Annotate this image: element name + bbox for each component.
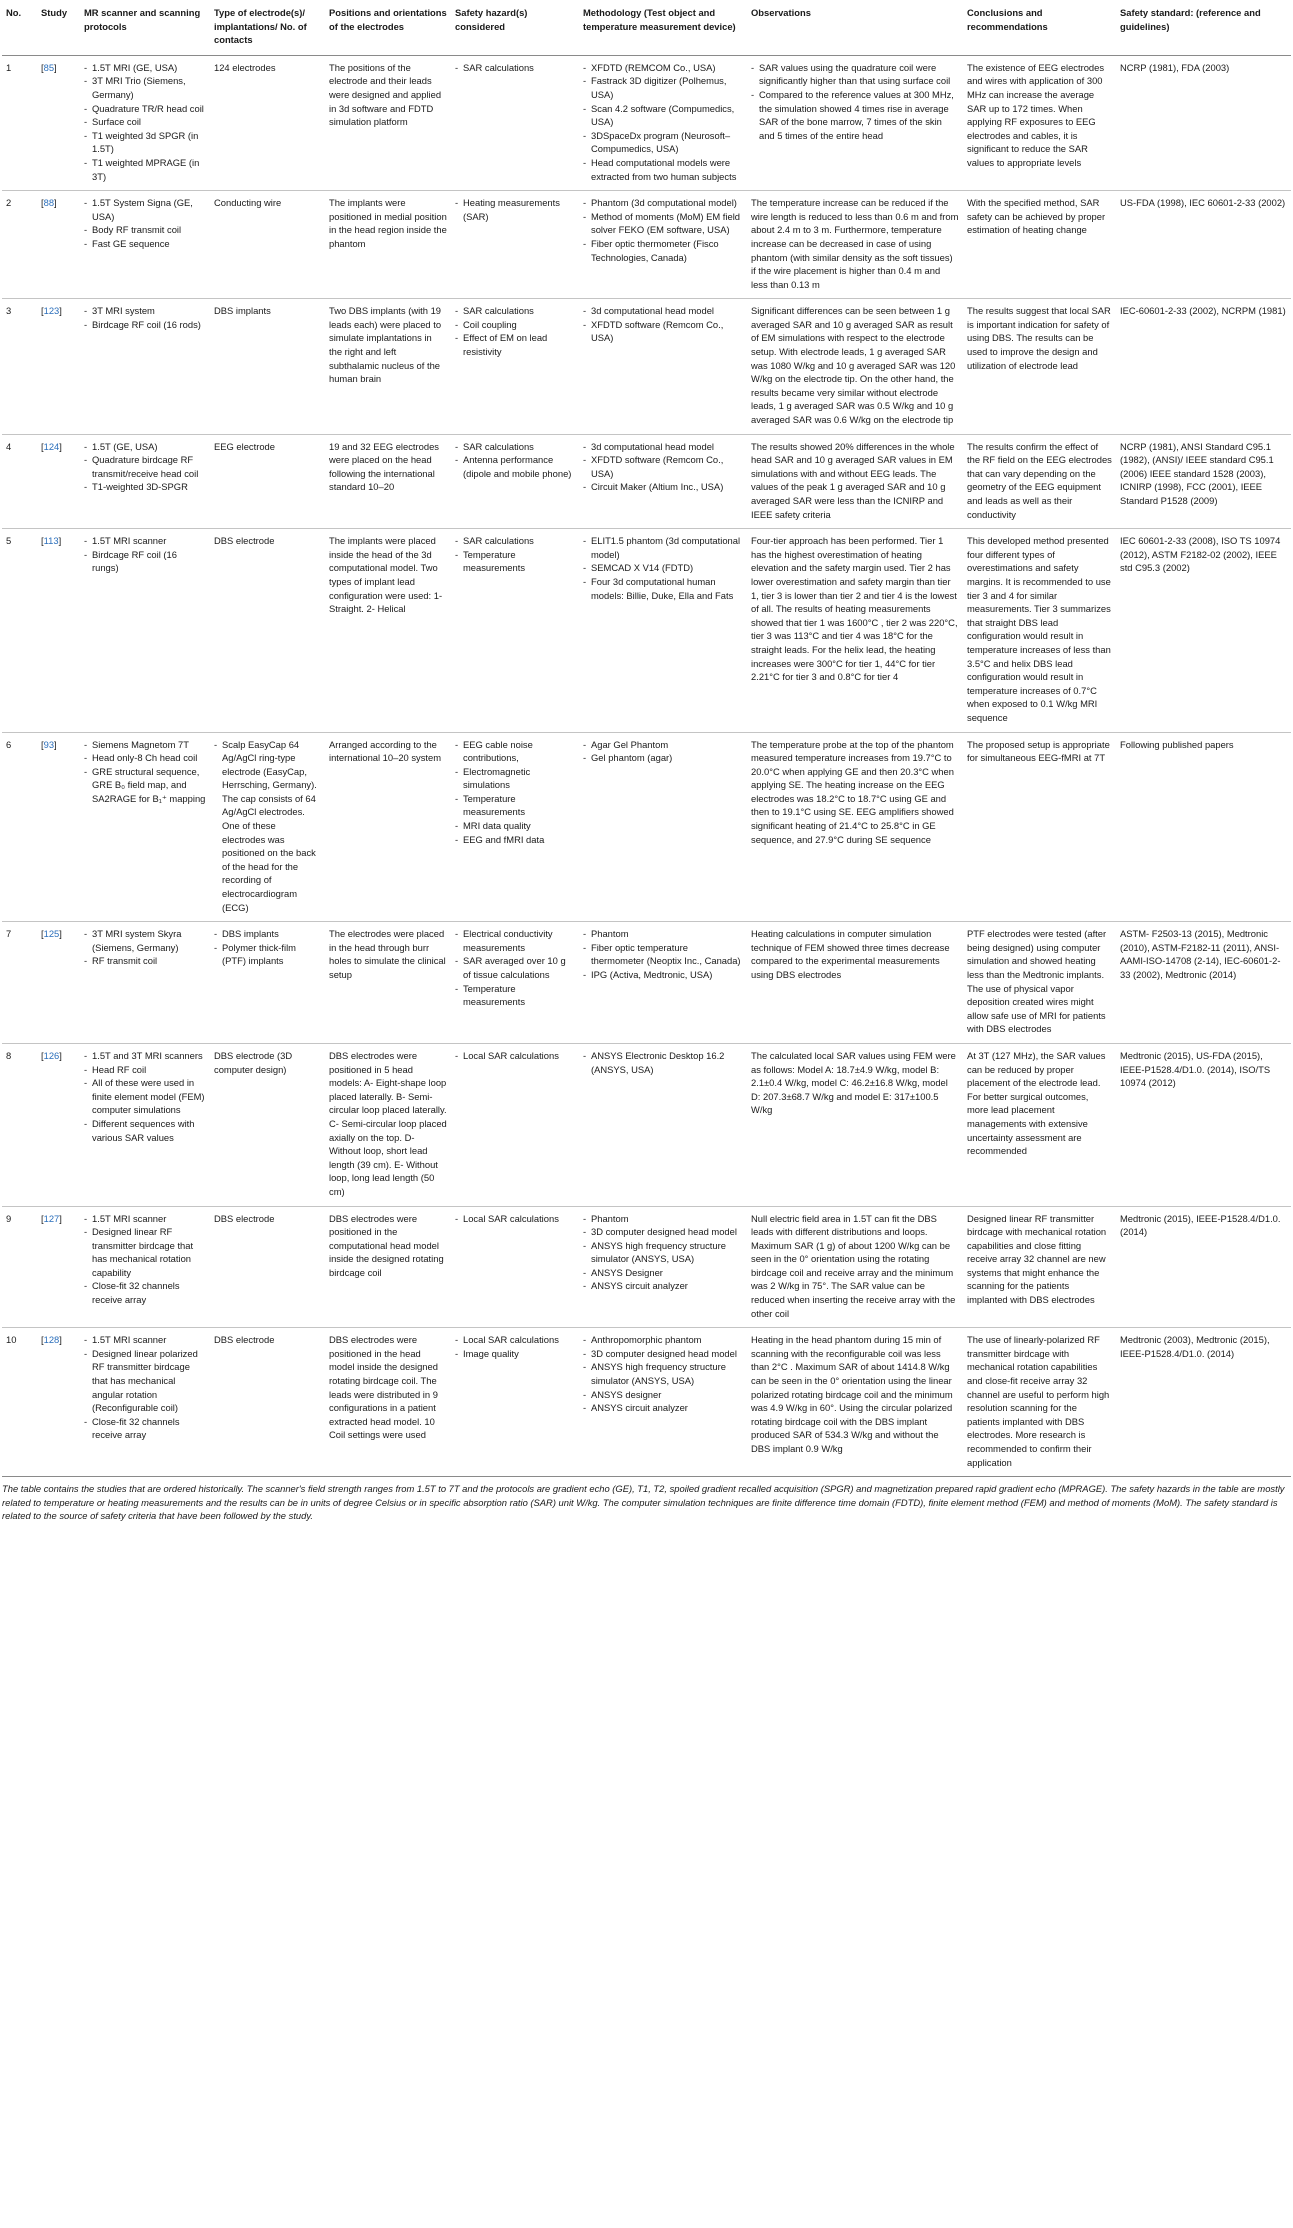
- list-item: - Phantom (3d computational model): [583, 196, 743, 210]
- positions-cell: Arranged according to the international 10–20 system: [325, 732, 451, 922]
- list-item: - Local SAR calculations: [455, 1049, 575, 1063]
- row-number: 7: [2, 922, 37, 1044]
- mr-scanner-cell: [80, 191, 210, 299]
- list-item: - Temperature measurements: [455, 548, 575, 575]
- methodology-cell-list: [583, 738, 743, 765]
- study-cell: [124]: [37, 434, 80, 529]
- methodology-cell: [579, 434, 747, 529]
- positions-cell: DBS electrodes were positioned in the head model inside the designed rotating birdcage coil. The leads were distributed in 9 configurations in a patient extracted head model. 10 Coil settings were used: [325, 1328, 451, 1477]
- hazards-cell: [451, 434, 579, 529]
- observations-cell: Heating calculations in computer simulation technique of FEM showed three times decrease compared to the experimental measurements using DBS electrodes: [747, 922, 963, 1044]
- mr-scanner-cell-list: [84, 1333, 206, 1442]
- list-item: - Designed linear RF transmitter birdcage that has mechanical rotation capability: [84, 1225, 206, 1279]
- header-standard: Safety standard: (reference and guidelines): [1116, 0, 1291, 55]
- header-positions: Positions and orientations of the electrodes: [325, 0, 451, 55]
- study-cell: [88]: [37, 191, 80, 299]
- list-item: - ANSYS designer: [583, 1388, 743, 1402]
- list-item: - Four 3d computational human models: Billie, Duke, Ella and Fats: [583, 575, 743, 602]
- study-cell: [85]: [37, 55, 80, 190]
- mr-scanner-cell: [80, 299, 210, 434]
- electrode-type-cell: DBS electrode (3D computer design): [210, 1043, 325, 1206]
- table-row: [2, 529, 1291, 732]
- mr-scanner-cell: [80, 732, 210, 922]
- row-number: 4: [2, 434, 37, 529]
- list-item: - SAR calculations: [455, 534, 575, 548]
- methodology-cell: [579, 732, 747, 922]
- row-number: 10: [2, 1328, 37, 1477]
- study-cell: [123]: [37, 299, 80, 434]
- study-cell: [126]: [37, 1043, 80, 1206]
- standard-cell: US-FDA (1998), IEC 60601-2-33 (2002): [1116, 191, 1291, 299]
- hazards-cell: [451, 1043, 579, 1206]
- list-item: - XFDTD software (Remcom Co., USA): [583, 453, 743, 480]
- mr-scanner-cell: [80, 1043, 210, 1206]
- observations-cell: Heating in the head phantom during 15 min of scanning with the reconfigurable coil was less than 2°C . Maximum SAR of about 1414.8 W/kg can be seen in the 0° orientation using the linear polarized rotating birdcage coil and the minimum was 4.9 W/kg in 60°. Using the circular polarized rotating birdcage coil with the DBS implant produced SAR of 534.3 W/kg and without the DBS implant 0.9 W/kg: [747, 1328, 963, 1477]
- conclusions-cell: At 3T (127 MHz), the SAR values can be reduced by proper placement of the electrode lead. For better surgical outcomes, more lead placement managements with extensive uncertainty assessment are recommended: [963, 1043, 1116, 1206]
- list-item: - Electrical conductivity measurements: [455, 927, 575, 954]
- mr-scanner-cell-list: [84, 196, 206, 250]
- list-item: - Siemens Magnetom 7T: [84, 738, 206, 752]
- hazards-cell-list: [455, 304, 575, 358]
- list-item: - Head RF coil: [84, 1063, 206, 1077]
- list-item: - ANSYS high frequency structure simulator (ANSYS, USA): [583, 1360, 743, 1387]
- list-item: - 1.5T MRI scanner: [84, 1333, 206, 1347]
- mr-scanner-cell: [80, 529, 210, 732]
- list-item: - Coil coupling: [455, 318, 575, 332]
- hazards-cell: [451, 529, 579, 732]
- study-reference-link[interactable]: 88: [43, 197, 55, 209]
- document: [2, 0, 1291, 1523]
- methodology-cell-list: [583, 534, 743, 602]
- table-footnote: The table contains the studies that are ordered historically. The scanner's field strength ranges from 1.5T to 7T and the protocols are gradient echo (GE), T1, T2, spoiled gradient recalled acquisition (SPGR) and magnetization prepared rapid gradient echo (MPRAGE). The safety hazards in the table are mostly related to temperature or heating measurements and the results can be in units of degree Celsius or in specific absorption ratio (SAR) unit W/kg. The computer simulation techniques are finite difference time domain (FDTD), finite element method (FEM) and method of moments (MoM). The safety standard is related to the source of safety criteria that have been followed by the study.: [2, 1483, 1285, 1522]
- hazards-cell-list: [455, 61, 575, 75]
- list-item: - SAR averaged over 10 g of tissue calculations: [455, 954, 575, 981]
- conclusions-cell: With the specified method, SAR safety can be achieved by proper estimation of heating change: [963, 191, 1116, 299]
- list-item: - Effect of EM on lead resistivity: [455, 331, 575, 358]
- list-item: - XFDTD software (Remcom Co., USA): [583, 318, 743, 345]
- list-item: - ELIT1.5 phantom (3d computational model): [583, 534, 743, 561]
- standard-cell: ASTM- F2503-13 (2015), Medtronic (2010), ASTM-F2182-11 (2011), ANSI-AAMI-ISO-14708 (2-14), IEC-60601-2-33 (2002), Medtronic (2014): [1116, 922, 1291, 1044]
- row-number: 8: [2, 1043, 37, 1206]
- list-item: - GRE structural sequence, GRE B₀ field map, and SA2RAGE for B₁⁺ mapping: [84, 765, 206, 806]
- electrode-type-cell: Conducting wire: [210, 191, 325, 299]
- list-item: - Phantom: [583, 1212, 743, 1226]
- list-item: - SAR values using the quadrature coil were significantly higher than that using surface coil: [751, 61, 959, 88]
- list-item: - IPG (Activa, Medtronic, USA): [583, 968, 743, 982]
- list-item: - EEG cable noise contributions,: [455, 738, 575, 765]
- list-item: - 3T MRI Trio (Siemens, Germany): [84, 74, 206, 101]
- positions-cell: Two DBS implants (with 19 leads each) were placed to simulate implantations in the right and left subthalamic nucleus of the human brain: [325, 299, 451, 434]
- list-item: - 3DSpaceDx program (Neurosoft–Compumedics, USA): [583, 129, 743, 156]
- list-item: - Gel phantom (agar): [583, 751, 743, 765]
- list-item: - Method of moments (MoM) EM field solver FEKO (EM software, USA): [583, 210, 743, 237]
- list-item: - Quadrature TR/R head coil: [84, 102, 206, 116]
- standard-cell: IEC-60601-2-33 (2002), NCRPM (1981): [1116, 299, 1291, 434]
- mr-scanner-cell-list: [84, 1212, 206, 1307]
- electrode-type-cell: 124 electrodes: [210, 55, 325, 190]
- list-item: - 1.5T (GE, USA): [84, 440, 206, 454]
- standard-cell: IEC 60601-2-33 (2008), ISO TS 10974 (2012), ASTM F2182-02 (2002), IEEE std C95.3 (2002): [1116, 529, 1291, 732]
- list-item: - XFDTD (REMCOM Co., USA): [583, 61, 743, 75]
- list-item: - Birdcage RF coil (16 rungs): [84, 548, 206, 575]
- list-item: - Close-fit 32 channels receive array: [84, 1415, 206, 1442]
- list-item: - SAR calculations: [455, 440, 575, 454]
- electrode-type-cell: DBS electrode: [210, 529, 325, 732]
- study-reference-link[interactable]: 127: [43, 1212, 60, 1224]
- mr-scanner-cell-list: [84, 304, 206, 331]
- observations-cell: Four-tier approach has been performed. Tier 1 has the highest overestimation of heating elevation and the safety margin used. Tier 2 has lower overestimation and safety margin than tier 1, tier 3 is lower than tier 2 and tier 4 is the lowest of all. The results of heating measurements showed that tier 1 was 1600°C , tier 2 was 220°C, tier 3 was 113°C and tier 4 was 18°C for the straight leads. For the helix lead, the heating increases were 300°C for tier 1, 44°C for tier 2.21°C for tier 3 and 0.8°C for tier 4: [747, 529, 963, 732]
- positions-cell: The implants were positioned in medial position in the head region inside the phantom: [325, 191, 451, 299]
- list-item: - Fiber optic temperature thermometer (Neoptix Inc., Canada): [583, 941, 743, 968]
- list-item: - Designed linear polarized RF transmitter birdcage that has mechanical angular rotation (Reconfigurable coil): [84, 1347, 206, 1415]
- list-item: - Different sequences with various SAR values: [84, 1117, 206, 1144]
- electrode-type-cell: [210, 732, 325, 922]
- list-item: - T1 weighted MPRAGE (in 3T): [84, 156, 206, 183]
- list-item: - Image quality: [455, 1347, 575, 1361]
- study-reference-link[interactable]: 93: [43, 738, 55, 750]
- observations-cell: Null electric field area in 1.5T can fit the DBS leads with different distributions and loops. Maximum SAR (1 g) of about 1200 W/kg can be seen in the 0° orientation using the rotating birdcage coil and receive array and the minimum was 2 W/kg in 75°. The SAR value can be reduced when inserting the receive array with the other coil: [747, 1206, 963, 1328]
- list-item: - MRI data quality: [455, 819, 575, 833]
- study-cell: [127]: [37, 1206, 80, 1328]
- list-item: - Scalp EasyCap 64 Ag/AgCl ring-type electrode (EasyCap, Herrsching, Germany). The cap consists of 64 Ag/AgCl electrodes. One of these electrodes was positioned on the back of the head for the recording of electrocardiogram (ECG): [214, 738, 321, 915]
- hazards-cell: [451, 1206, 579, 1328]
- hazards-cell-list: [455, 440, 575, 481]
- list-item: - 1.5T MRI (GE, USA): [84, 61, 206, 75]
- standard-cell: Following published papers: [1116, 732, 1291, 922]
- hazards-cell-list: [455, 1049, 575, 1063]
- list-item: - DBS implants: [214, 927, 321, 941]
- methodology-cell-list: [583, 61, 743, 183]
- table-row: [2, 191, 1291, 299]
- methodology-cell-list: [583, 927, 743, 981]
- conclusions-cell: Designed linear RF transmitter birdcage with mechanical rotation capabilities and close fitting receive array 32 channel are new systems that might enhance the scanning for the patients implanted with DBS electrodes: [963, 1206, 1116, 1328]
- study-reference-link[interactable]: 123: [43, 305, 60, 317]
- hazards-cell: [451, 191, 579, 299]
- mr-scanner-cell-list: [84, 738, 206, 806]
- list-item: - 3D computer designed head model: [583, 1347, 743, 1361]
- list-item: - Scan 4.2 software (Compumedics, USA): [583, 102, 743, 129]
- list-item: - Polymer thick-film (PTF) implants: [214, 941, 321, 968]
- table-header-row: [2, 0, 1291, 55]
- list-item: - 1.5T MRI scanner: [84, 534, 206, 548]
- list-item: - Phantom: [583, 927, 743, 941]
- list-item: - Compared to the reference values at 300 MHz, the simulation showed 4 times rise in average SAR of the bone marrow, 7 times of the skin and 5 times of the entire head: [751, 88, 959, 142]
- observations-cell: The calculated local SAR values using FEM were as follows: Model A: 18.7±4.9 W/kg, model B: 2.1±0.4 W/kg, model C: 46.2±16.8 W/kg, model D: 207.3±68.7 W/kg and model E: 317±100.5 W/kg: [747, 1043, 963, 1206]
- methodology-cell: [579, 299, 747, 434]
- list-item: - RF transmit coil: [84, 954, 206, 968]
- observations-cell: The temperature increase can be reduced if the wire length is reduced to less than 0.6 m and from about 2.4 m to 3 m. Furthermore, temperature increase can be decreased in case of using phantom (with similar density as the soft tissues) if the wire placement is higher than 0.4 m and less than 0.13 m: [747, 191, 963, 299]
- electrode-type-cell: DBS electrode: [210, 1328, 325, 1477]
- list-item: - All of these were used in finite element model (FEM) computer simulations: [84, 1076, 206, 1117]
- hazards-cell: [451, 1328, 579, 1477]
- study-reference-link[interactable]: 124: [43, 440, 60, 452]
- methodology-cell-list: [583, 1049, 743, 1076]
- observations-cell: The temperature probe at the top of the phantom measured temperature increases from 19.7°C to 20.0°C when applying GE and then 20.3°C when applying SE. The heating increase on the EEG electrodes was 18.2°C to 18.7°C using GE and then to 19.1°C using SE. EEG amplifiers showed significant heating of 21.4°C to 25.8°C in GE sequence, and 27.9°C during SE sequence: [747, 732, 963, 922]
- list-item: - Head only-8 Ch head coil: [84, 751, 206, 765]
- header-study: Study: [37, 0, 80, 55]
- list-item: - 1.5T System Signa (GE, USA): [84, 196, 206, 223]
- methodology-cell: [579, 191, 747, 299]
- positions-cell: DBS electrodes were positioned in 5 head models: A- Eight-shape loop placed laterally. B- Semi-circular loop placed laterally. C- Semi-circular loop placed axially on the top. D- Without loop, short lead length (39 cm). E- Without loop, long lead length (50 cm): [325, 1043, 451, 1206]
- row-number: 2: [2, 191, 37, 299]
- methodology-cell: [579, 1206, 747, 1328]
- header-no: No.: [2, 0, 37, 55]
- study-reference-link[interactable]: 125: [43, 928, 60, 940]
- methodology-cell: [579, 55, 747, 190]
- header-conclusions: Conclusions and recommendations: [963, 0, 1116, 55]
- electrode-type-cell-list: [214, 738, 321, 915]
- mr-scanner-cell: [80, 1328, 210, 1477]
- conclusions-cell: The proposed setup is appropriate for simultaneous EEG-fMRI at 7T: [963, 732, 1116, 922]
- list-item: - Local SAR calculations: [455, 1212, 575, 1226]
- list-item: - 3D computer designed head model: [583, 1225, 743, 1239]
- study-cell: [128]: [37, 1328, 80, 1477]
- list-item: - Electromagnetic simulations: [455, 765, 575, 792]
- standard-cell: Medtronic (2003), Medtronic (2015), IEEE-P1528.4/D1.0. (2014): [1116, 1328, 1291, 1477]
- hazards-cell-list: [455, 196, 575, 223]
- list-item: - ANSYS Designer: [583, 1266, 743, 1280]
- methodology-cell: [579, 1043, 747, 1206]
- methodology-cell-list: [583, 1333, 743, 1415]
- table-row: [2, 922, 1291, 1044]
- list-item: - T1-weighted 3D-SPGR: [84, 480, 206, 494]
- list-item: - 3T MRI system: [84, 304, 206, 318]
- row-number: 1: [2, 55, 37, 190]
- methodology-cell-list: [583, 440, 743, 494]
- table-row: [2, 1206, 1291, 1328]
- list-item: - 3d computational head model: [583, 304, 743, 318]
- hazards-cell: [451, 732, 579, 922]
- standard-cell: Medtronic (2015), IEEE-P1528.4/D1.0. (2014): [1116, 1206, 1291, 1328]
- electrode-type-cell: [210, 922, 325, 1044]
- list-item: - Local SAR calculations: [455, 1333, 575, 1347]
- positions-cell: DBS electrodes were positioned in the computational head model inside the designed rotating birdcage coil: [325, 1206, 451, 1328]
- mr-scanner-cell: [80, 55, 210, 190]
- study-cell: [125]: [37, 922, 80, 1044]
- list-item: - 1.5T and 3T MRI scanners: [84, 1049, 206, 1063]
- table-row: [2, 1043, 1291, 1206]
- methodology-cell: [579, 922, 747, 1044]
- methodology-cell: [579, 529, 747, 732]
- observations-cell: Significant differences can be seen between 1 g averaged SAR and 10 g averaged SAR as result of EM simulations with respect to the electrode setup. With electrode leads, 1 g averaged SAR was 1080 W/kg and 10 g averaged SAR was 120 W/kg on the electrode tip. On the other hand, the results became very similar without electrode leads, 1 g averaged SAR was 0.5 W/kg and 10 g averaged SAR was 0.6 W/kg on the electrode tip: [747, 299, 963, 434]
- table-row: [2, 299, 1291, 434]
- conclusions-cell: The results confirm the effect of the RF field on the EEG electrodes that can vary depending on the geometry of the EEG equipment and leads as well as their conductivity: [963, 434, 1116, 529]
- list-item: - Heating measurements (SAR): [455, 196, 575, 223]
- row-number: 3: [2, 299, 37, 434]
- methodology-cell-list: [583, 1212, 743, 1294]
- list-item: - Fastrack 3D digitizer (Polhemus, USA): [583, 74, 743, 101]
- observations-cell: [747, 55, 963, 190]
- electrode-type-cell: DBS electrode: [210, 1206, 325, 1328]
- observations-cell: The results showed 20% differences in the whole head SAR and 10 g averaged SAR values in EM simulations with and without EEG leads. The values of the peak 1 g averaged SAR and 10 g averaged SAR were less than the ICNIRP and IEEE safety criteria: [747, 434, 963, 529]
- methodology-cell: [579, 1328, 747, 1477]
- list-item: - ANSYS circuit analyzer: [583, 1279, 743, 1293]
- mr-scanner-cell-list: [84, 1049, 206, 1144]
- header-electrode-type: Type of electrode(s)/ implantations/ No. of contacts: [210, 0, 325, 55]
- electrode-type-cell: EEG electrode: [210, 434, 325, 529]
- list-item: - T1 weighted 3d SPGR (in 1.5T): [84, 129, 206, 156]
- list-item: - ANSYS Electronic Desktop 16.2 (ANSYS, USA): [583, 1049, 743, 1076]
- list-item: - SEMCAD X V14 (FDTD): [583, 561, 743, 575]
- list-item: - Temperature measurements: [455, 982, 575, 1009]
- studies-table: [2, 0, 1291, 1477]
- list-item: - Circuit Maker (Altium Inc., USA): [583, 480, 743, 494]
- list-item: - Quadrature birdcage RF transmit/receive head coil: [84, 453, 206, 480]
- study-cell: [93]: [37, 732, 80, 922]
- list-item: - Fiber optic thermometer (Fisco Technologies, Canada): [583, 237, 743, 264]
- conclusions-cell: The use of linearly-polarized RF transmitter birdcage with mechanical rotation capabilities and close-fit receive array 32 channel are useful to perform high resolution scanning for the patients implanted with DBS electrodes. More research is recommended to confirm their application: [963, 1328, 1116, 1477]
- list-item: - Surface coil: [84, 115, 206, 129]
- mr-scanner-cell-list: [84, 61, 206, 183]
- hazards-cell: [451, 299, 579, 434]
- list-item: - 3T MRI system Skyra (Siemens, Germany): [84, 927, 206, 954]
- list-item: - 1.5T MRI scanner: [84, 1212, 206, 1226]
- header-mr-scanner: MR scanner and scanning protocols: [80, 0, 210, 55]
- table-row: [2, 1328, 1291, 1477]
- study-reference-link[interactable]: 128: [43, 1334, 60, 1346]
- list-item: - ANSYS high frequency structure simulator (ANSYS, USA): [583, 1239, 743, 1266]
- positions-cell: The electrodes were placed in the head through burr holes to simulate the clinical setup: [325, 922, 451, 1044]
- conclusions-cell: PTF electrodes were tested (after being designed) using computer simulation and showed heating less than the Medtronic implants. The use of physical vapor deposition created wires might allow safe use of MRI for patients with DBS electrodes: [963, 922, 1116, 1044]
- list-item: - 3d computational head model: [583, 440, 743, 454]
- list-item: - Birdcage RF coil (16 rods): [84, 318, 206, 332]
- study-reference-link[interactable]: 85: [43, 61, 55, 73]
- row-number: 5: [2, 529, 37, 732]
- table-row: [2, 434, 1291, 529]
- study-cell: [113]: [37, 529, 80, 732]
- electrode-type-cell-list: [214, 927, 321, 968]
- hazards-cell-list: [455, 1333, 575, 1360]
- list-item: - Head computational models were extracted from two human subjects: [583, 156, 743, 183]
- mr-scanner-cell-list: [84, 440, 206, 494]
- standard-cell: NCRP (1981), FDA (2003): [1116, 55, 1291, 190]
- header-observations: Observations: [747, 0, 963, 55]
- positions-cell: The implants were placed inside the head of the 3d computational model. Two types of implant lead configuration were used: 1-Straight. 2- Helical: [325, 529, 451, 732]
- table-row: [2, 732, 1291, 922]
- hazards-cell: [451, 55, 579, 190]
- hazards-cell-list: [455, 738, 575, 847]
- list-item: - ANSYS circuit analyzer: [583, 1401, 743, 1415]
- list-item: - SAR calculations: [455, 61, 575, 75]
- methodology-cell-list: [583, 304, 743, 345]
- observations-cell-list: [751, 61, 959, 143]
- list-item: - Anthropomorphic phantom: [583, 1333, 743, 1347]
- header-hazards: Safety hazard(s) considered: [451, 0, 579, 55]
- mr-scanner-cell-list: [84, 534, 206, 575]
- positions-cell: The positions of the electrode and their leads were designed and applied in 3d software and FDTD simulation platform: [325, 55, 451, 190]
- row-number: 9: [2, 1206, 37, 1328]
- hazards-cell-list: [455, 1212, 575, 1226]
- list-item: - Temperature measurements: [455, 792, 575, 819]
- mr-scanner-cell: [80, 434, 210, 529]
- list-item: - Body RF transmit coil: [84, 223, 206, 237]
- conclusions-cell: This developed method presented four different types of overestimations and safety margins. It is recommended to use tier 3 and 4 for similar measurements. Tier 3 summarizes that straight DBS lead configuration would result in temperature increases of less than 3.5°C and helix DBS lead configuration would result in temperature increases of 0.7°C when exposed to 0.1 W/kg MRI sequence: [963, 529, 1116, 732]
- table-body: [2, 55, 1291, 1476]
- study-reference-link[interactable]: 126: [43, 1049, 60, 1061]
- mr-scanner-cell-list: [84, 927, 206, 968]
- hazards-cell-list: [455, 927, 575, 1009]
- row-number: 6: [2, 732, 37, 922]
- list-item: - Antenna performance (dipole and mobile phone): [455, 453, 575, 480]
- mr-scanner-cell: [80, 1206, 210, 1328]
- methodology-cell-list: [583, 196, 743, 264]
- standard-cell: Medtronic (2015), US-FDA (2015), IEEE-P1528.4/D1.0. (2014), ISO/TS 10974 (2012): [1116, 1043, 1291, 1206]
- list-item: - SAR calculations: [455, 304, 575, 318]
- list-item: - EEG and fMRI data: [455, 833, 575, 847]
- list-item: - Close-fit 32 channels receive array: [84, 1279, 206, 1306]
- list-item: - Agar Gel Phantom: [583, 738, 743, 752]
- study-reference-link[interactable]: 113: [43, 535, 59, 547]
- hazards-cell: [451, 922, 579, 1044]
- list-item: - Fast GE sequence: [84, 237, 206, 251]
- mr-scanner-cell: [80, 922, 210, 1044]
- conclusions-cell: The results suggest that local SAR is important indication for safety of using DBS. The results can be used to improve the design and utilization of electrode lead: [963, 299, 1116, 434]
- table-row: [2, 55, 1291, 190]
- hazards-cell-list: [455, 534, 575, 575]
- electrode-type-cell: DBS implants: [210, 299, 325, 434]
- conclusions-cell: The existence of EEG electrodes and wires with application of 300 MHz can increase the average SAR up to 172 times. When applying RF exposures to EEG electrodes and cables, it is significant to reduce the SAR values to appropriate levels: [963, 55, 1116, 190]
- header-methodology: Methodology (Test object and temperature measurement device): [579, 0, 747, 55]
- positions-cell: 19 and 32 EEG electrodes were placed on the head following the international standard 10–20: [325, 434, 451, 529]
- standard-cell: NCRP (1981), ANSI Standard C95.1 (1982), (ANSI)/ IEEE standard C95.1 (2006) IEEE standard 1528 (2003), ICNIRP (1998), FCC (2001), IEEE Standard P1528 (2009): [1116, 434, 1291, 529]
